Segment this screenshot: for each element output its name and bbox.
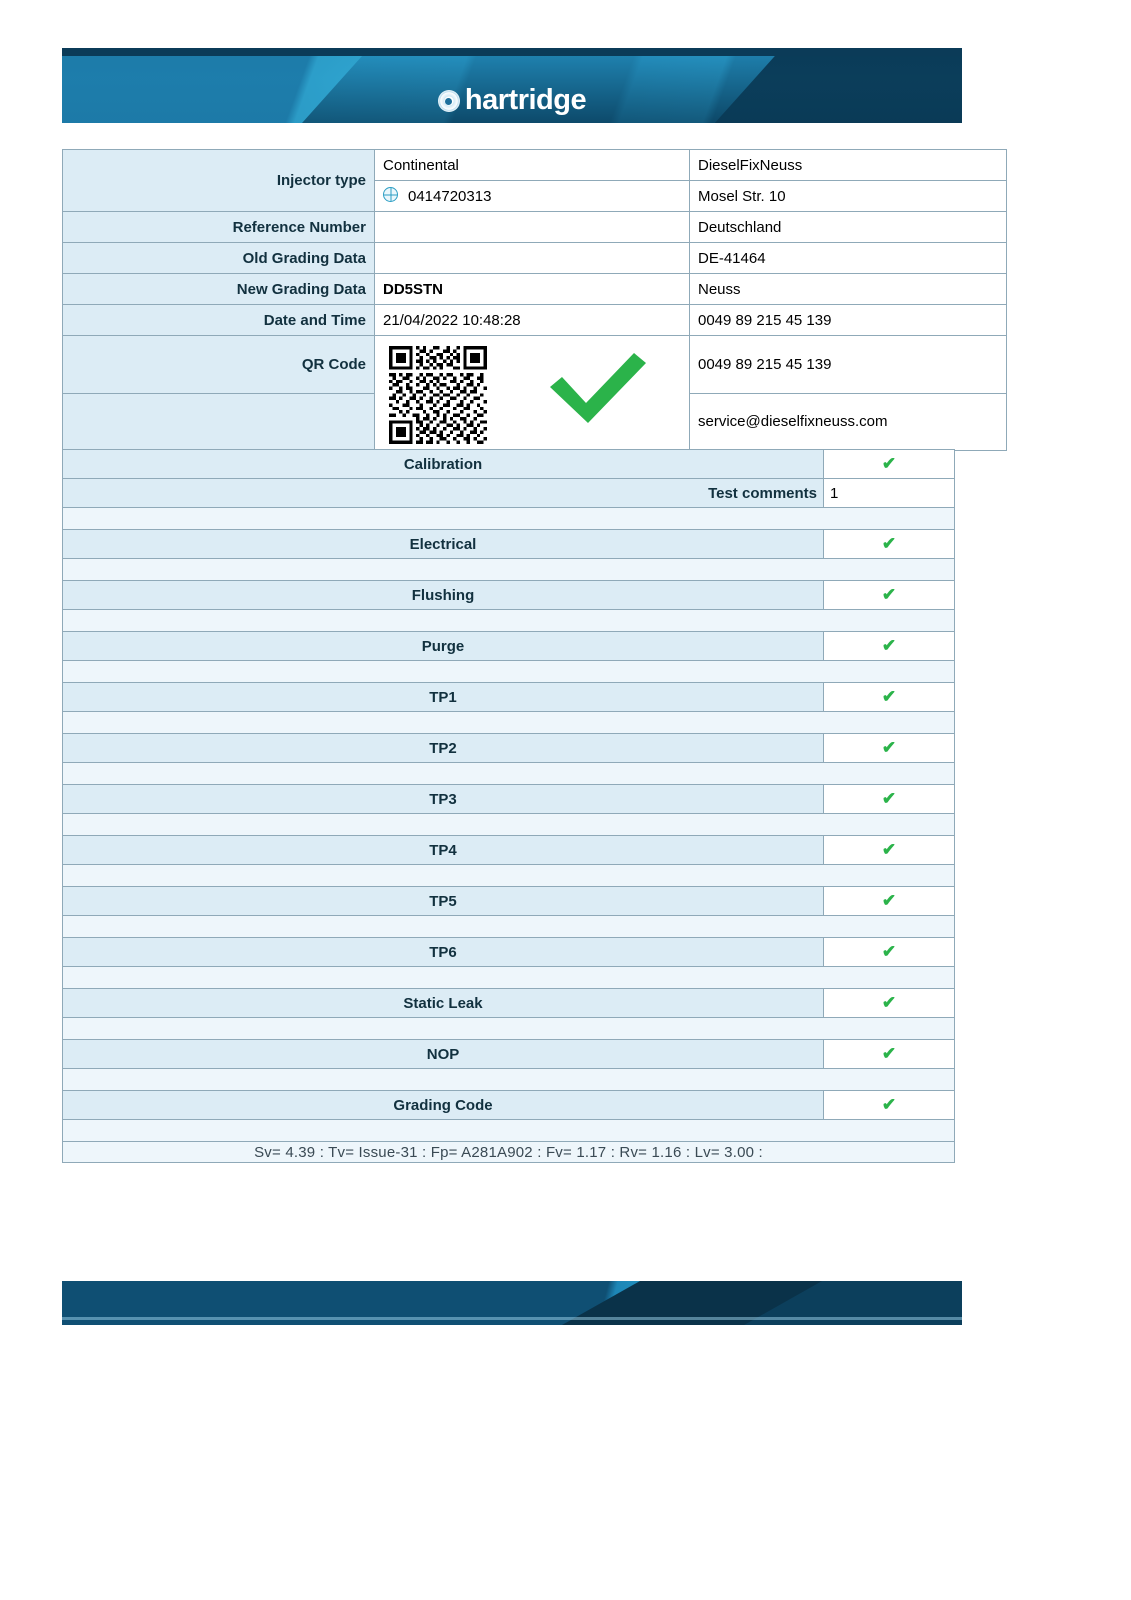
injector-type-label: Injector type [63,150,375,212]
section-title-electrical: Electrical [63,530,824,559]
status-badge-tp2 [824,734,955,763]
section-title-tp2: TP2 [63,734,824,763]
spacer-row [63,967,955,989]
spacer-row [63,661,955,683]
brand-logo [62,84,962,117]
status-badge-electrical [824,530,955,559]
check-icon: ✔ [881,454,897,473]
customer-phone-1: 0049 89 215 45 139 [690,305,1007,336]
reference-number-label: Reference Number [63,212,375,243]
section-row-tp2 [63,734,955,763]
section-title-purge: Purge [63,632,824,661]
spacer-row [63,712,955,734]
spacer-cell [63,814,955,836]
spacer-row [63,1069,955,1091]
qr-code-label: QR Code [63,336,375,394]
check-icon: ✔ [881,1044,897,1063]
spacer-cell [63,967,955,989]
spacer-row [63,610,955,632]
check-icon: ✔ [881,789,897,808]
section-title-calibration: Calibration [63,450,824,479]
check-icon: ✔ [881,738,897,757]
spacer-row [63,865,955,887]
table-row [63,243,1007,274]
spacer-row [63,763,955,785]
check-icon: ✔ [881,891,897,910]
injector-info-table [62,149,955,451]
spacer-row [63,1018,955,1040]
spacer-cell [63,712,955,734]
spacer-cell [63,865,955,887]
old-grading-data-value [375,243,690,274]
check-icon: ✔ [881,840,897,859]
table-row [63,274,1007,305]
check-icon: ✔ [881,1095,897,1114]
section-row-tp3 [63,785,955,814]
check-icon: ✔ [881,687,897,706]
section-row-purge [63,632,955,661]
spacer-row [63,1120,955,1142]
injector-type-value: Continental [375,150,690,181]
brand-name: hartridge [464,84,587,116]
section-title-tp4: TP4 [63,836,824,865]
spacer-row [63,559,955,581]
customer-postcode: DE-41464 [690,243,1007,274]
section-row-nop [63,1040,955,1069]
status-badge-tp4 [824,836,955,865]
spacer-cell [63,559,955,581]
old-grading-data-label: Old Grading Data [63,243,375,274]
date-and-time-label: Date and Time [63,305,375,336]
section-title-flushing: Flushing [63,581,824,610]
injector-part-number: 0414720313 [408,188,492,205]
spacer-row [63,916,955,938]
new-grading-data-label: New Grading Data [63,274,375,305]
section-row-flushing [63,581,955,610]
table-row [63,150,1007,181]
spacer-cell [63,610,955,632]
section-title-tp3: TP3 [63,785,824,814]
section-title-tp5: TP5 [63,887,824,916]
status-badge-static-leak [824,989,955,1018]
test-results-table [62,449,955,1163]
status-badge-tp5 [824,887,955,916]
customer-phone-2: 0049 89 215 45 139 [690,336,1007,394]
page-header-banner [62,48,962,123]
section-row-static-leak [63,989,955,1018]
test-comments-row [63,479,955,508]
section-row-electrical [63,530,955,559]
status-badge-nop [824,1040,955,1069]
spacer-cell [63,763,955,785]
check-icon: ✔ [881,534,897,553]
qr-code [389,346,487,444]
spacer-cell [63,1069,955,1091]
footer-line-decoration [62,1317,962,1320]
check-icon: ✔ [881,993,897,1012]
test-comments-label: Test comments [63,479,824,508]
section-title-grading-code: Grading Code [63,1091,824,1120]
info-empty-label [63,393,375,451]
section-row-tp5 [63,887,955,916]
customer-name: DieselFixNeuss [690,150,1007,181]
spacer-cell [63,1120,955,1142]
footnote-row [63,1142,955,1163]
section-title-tp6: TP6 [63,938,824,967]
status-badge-tp6 [824,938,955,967]
section-title-nop: NOP [63,1040,824,1069]
status-badge-purge [824,632,955,661]
section-row-grading-code [63,1091,955,1120]
section-title-tp1: TP1 [63,683,824,712]
section-row-tp1 [63,683,955,712]
section-title-static-leak: Static Leak [63,989,824,1018]
status-badge-grading-code [824,1091,955,1120]
test-comments-value: 1 [824,479,955,508]
page-footer-banner [62,1281,962,1325]
section-row-calibration [63,450,955,479]
status-badge-flushing [824,581,955,610]
new-grading-data-value: DD5STN [375,274,690,305]
customer-street: Mosel Str. 10 [690,181,1007,212]
green-check-icon [546,351,650,425]
status-badge-tp1 [824,683,955,712]
table-row [63,212,1007,243]
status-badge-tp3 [824,785,955,814]
wheel-logo-icon [438,90,460,112]
spacer-cell [63,1018,955,1040]
spacer-row [63,508,955,530]
version-footnote: Sv= 4.39 : Tv= Issue-31 : Fp= A281A902 : Fv= 1.17 : Rv= 1.16 : Lv= 3.00 : [63,1142,955,1163]
date-and-time-value: 21/04/2022 10:48:28 [375,305,690,336]
customer-email: service@dieselfixneuss.com [690,393,1007,451]
check-icon: ✔ [881,942,897,961]
status-badge-calibration [824,450,955,479]
spacer-cell [63,661,955,683]
section-row-tp6 [63,938,955,967]
check-icon: ✔ [881,636,897,655]
spacer-cell [63,916,955,938]
header-top-stripe [62,48,962,56]
table-row [63,336,1007,394]
customer-city: Neuss [690,274,1007,305]
customer-country: Deutschland [690,212,1007,243]
check-icon: ✔ [881,585,897,604]
globe-icon [383,187,398,202]
qr-code-cell [375,336,690,451]
spacer-cell [63,508,955,530]
injector-part-number-cell [375,181,690,212]
spacer-row [63,814,955,836]
reference-number-value [375,212,690,243]
section-row-tp4 [63,836,955,865]
table-row [63,305,1007,336]
